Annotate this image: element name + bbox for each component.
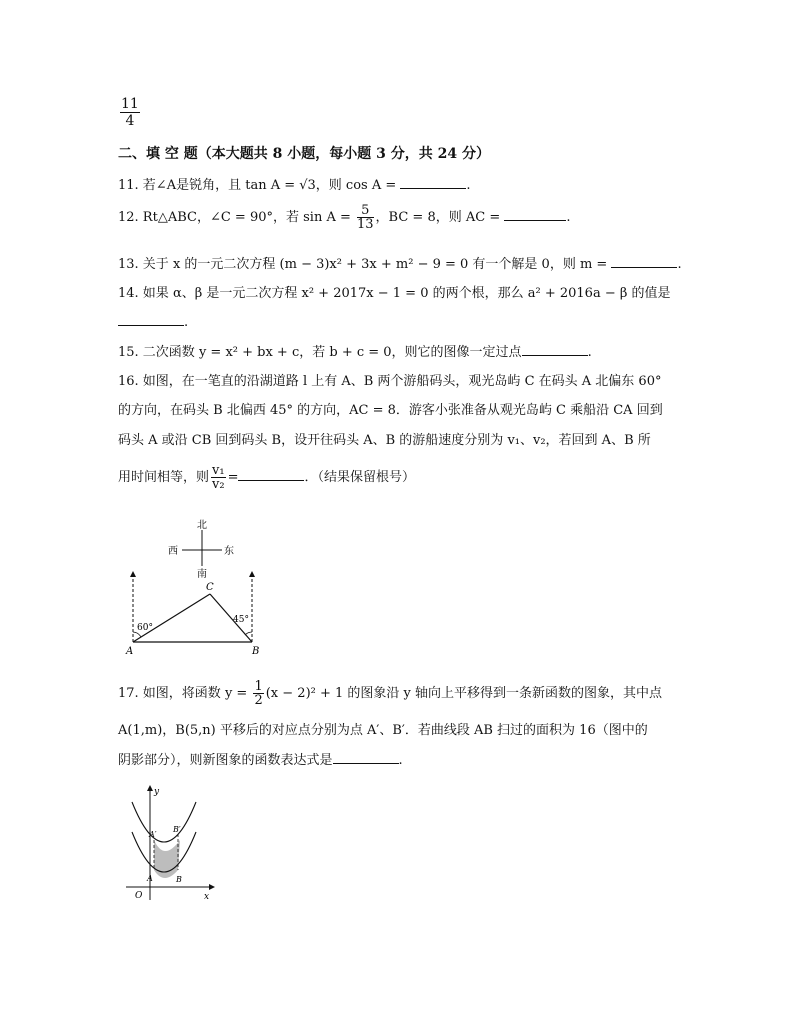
question-17-line1 xyxy=(118,680,662,707)
q12-den: 13 xyxy=(357,217,374,232)
point-label-c: C xyxy=(206,582,214,593)
q15-text: 15. 二次函数 y = x² + bx + c，若 b + c = 0，则它的图像一定过点 xyxy=(118,345,522,360)
q17-num: 1 xyxy=(254,679,263,694)
q12-text-2: ，BC = 8，则 AC = xyxy=(375,210,505,225)
q13-end: . xyxy=(677,257,682,272)
point-label-b-prime: B′ xyxy=(173,825,181,834)
section-heading: 二、填 空 题（本大题共 8 小题，每小题 3 分，共 24 分） xyxy=(118,146,490,162)
q11-text: 11. 若∠A是锐角，且 tan A = √3，则 cos A = xyxy=(118,178,401,193)
top-fraction-den: 4 xyxy=(125,113,135,129)
q12-text: 12. Rt△ABC，∠C = 90°，若 sin A = xyxy=(118,210,355,225)
y-axis-label: y xyxy=(154,787,160,797)
angle-label-45: 45° xyxy=(233,615,249,625)
question-14-line2 xyxy=(118,313,188,332)
q17-fraction xyxy=(253,680,263,707)
q14-blank[interactable] xyxy=(118,313,184,326)
q16-fraction xyxy=(211,464,226,491)
q12-num: 5 xyxy=(357,204,374,218)
origin-label: O xyxy=(135,891,143,901)
q14-end: . xyxy=(184,315,189,330)
angle-arc-b xyxy=(245,632,252,635)
q16-figure xyxy=(120,518,270,660)
q17-text-3: 阴影部分），则新图象的函数表达式是 xyxy=(118,753,333,768)
question-15 xyxy=(118,343,592,362)
x-axis-label: x xyxy=(204,892,210,902)
top-fraction-num: 11 xyxy=(121,96,139,112)
q16-text-4: 用时间相等，则 xyxy=(118,470,210,485)
q17-blank[interactable] xyxy=(333,751,399,764)
question-12 xyxy=(118,204,570,231)
q12-end: . xyxy=(566,210,571,225)
q16-num: v₁ xyxy=(212,463,225,478)
compass-east: 东 xyxy=(224,546,234,557)
q17-end: . xyxy=(398,753,403,768)
question-16-line3: 码头 A 或沿 CB 回到码头 B，设开往码头 A、B 的游船速度分别为 v₁、v₂，若回到 A、B 所 xyxy=(118,433,651,448)
point-label-b: B xyxy=(252,646,260,657)
question-13 xyxy=(118,255,682,274)
question-17-line2: A(1,m)，B(5,n) 平移后的对应点分别为点 A′、B′．若曲线段 AB 扫过的面积为 16（图中的 xyxy=(118,723,648,738)
q11-end: . xyxy=(466,178,471,193)
top-fraction xyxy=(120,96,140,129)
compass-west: 西 xyxy=(168,546,178,557)
shifted-parabola xyxy=(132,802,196,842)
q11-blank[interactable] xyxy=(400,176,466,189)
question-17-line3 xyxy=(118,751,403,770)
point-label-a2: A xyxy=(147,874,153,883)
shaded-region xyxy=(154,840,180,878)
q13-text: 13. 关于 x 的一元二次方程 (m − 3)x² + 3x + m² − 9 = 0 有一个解是 0，则 m = xyxy=(118,257,612,272)
q17-den: 2 xyxy=(254,693,263,708)
q15-end: . xyxy=(587,345,592,360)
q12-fraction xyxy=(357,204,374,231)
question-16-line4: 用时间相等，则 $\frac{\text{v₁}}{\text{v₂}}$ = ．（结果保留根号） xyxy=(118,463,415,492)
point-label-a: A xyxy=(126,646,134,657)
compass-north: 北 xyxy=(197,520,207,531)
segment-ac xyxy=(133,594,210,642)
q17-figure xyxy=(118,782,218,904)
question-16-line2: 的方向，在码头 B 北偏西 45° 的方向，AC = 8．游客小张准备从观光岛屿 C 乘船沿 CA 回到 xyxy=(118,403,663,418)
question-11 xyxy=(118,176,471,195)
question-14-line1: 14. 如果 α、β 是一元二次方程 x² + 2017x − 1 = 0 的两个根，那么 a² + 2016a − β 的值是 xyxy=(118,286,671,301)
compass-south: 南 xyxy=(197,569,207,580)
angle-label-60: 60° xyxy=(137,623,153,633)
point-label-b2: B xyxy=(176,875,182,884)
q17-text-1b: (x − 2)² + 1 的图象沿 y 轴向上平移得到一条新函数的图象，其中点 xyxy=(265,686,663,701)
question-16-line1: 16. 如图，在一笔直的沿湖道路 l 上有 A、B 两个游船码头，观光岛屿 C 在码头 A 北偏东 60° xyxy=(118,374,662,389)
q17-text-1a: 17. 如图，将函数 y = xyxy=(118,686,252,701)
q15-blank[interactable] xyxy=(522,343,588,356)
point-label-a-prime: A′ xyxy=(149,830,157,839)
q13-blank[interactable] xyxy=(611,255,677,268)
q16-blank[interactable] xyxy=(238,468,304,481)
q16-den: v₂ xyxy=(212,477,225,492)
q12-blank[interactable] xyxy=(504,208,566,221)
q16-end: ．（结果保留根号） xyxy=(304,470,415,485)
